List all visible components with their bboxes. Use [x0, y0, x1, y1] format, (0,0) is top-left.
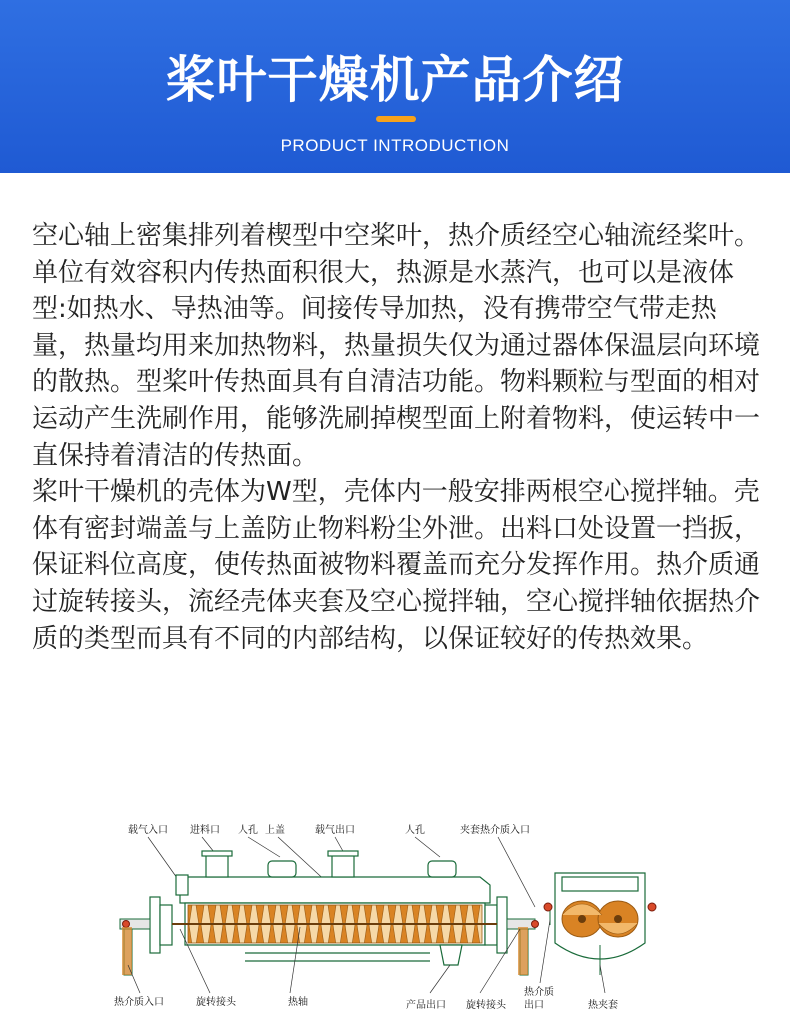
label-heat-medium-inlet: 热介质入口: [114, 997, 164, 1008]
dryer-diagram: [110, 815, 670, 1025]
label-manhole-2: 人孔: [405, 825, 425, 836]
label-carrier-gas-outlet: 载气出口: [315, 825, 355, 836]
header-banner: [0, 0, 790, 173]
label-hot-jacket: 热夹套: [588, 1000, 618, 1011]
label-heat-medium-outlet-1: 热介质: [524, 987, 554, 998]
intro-text: [32, 218, 762, 657]
label-rotary-joint: 旋转接头: [196, 997, 236, 1008]
intro-paragraph: 桨叶干燥机的壳体为W型，壳体内一般安排两根空心搅拌轴。壳体有密封端盖与上盖防止物料粉尘外泄。出料口处设置一挡扳，保证料位高度，使传热面被物料覆盖而充分发挥作用。热介质通过旋转接头，流经壳体夹套及空心搅拌轴，空心搅拌轴依据热介质的类型而具有不同的内部结构，以保证较好的传热效果。: [32, 477, 761, 654]
label-product-outlet: 产品出口: [406, 1000, 446, 1011]
title-accent-bar: [376, 116, 416, 122]
page-title: 桨叶干燥机产品介绍: [165, 51, 625, 109]
page-subtitle: PRODUCT INTRODUCTION: [280, 136, 510, 155]
label-top-cover: 上盖: [265, 825, 285, 836]
label-jacket-medium-inlet: 夹套热介质入口: [460, 825, 530, 836]
label-carrier-gas-inlet: 载气入口: [128, 825, 168, 836]
label-heat-medium-outlet-2: 出口: [524, 1000, 544, 1011]
label-manhole: 人孔: [238, 825, 258, 836]
label-hot-shaft: 热轴: [288, 997, 308, 1008]
label-feed-inlet: 进料口: [190, 825, 220, 836]
intro-paragraph: 空心轴上密集排列着楔型中空桨叶，热介质经空心轴流经桨叶。单位有效容积内传热面积很大，热源是水蒸汽，也可以是液体型:如热水、导热油等。间接传导加热，没有携带空气带走热量，热量均用来加热物料，热量损失仅为通过器体保温层向环境的散热。型桨叶传热面具有自清洁功能。物料颗粒与型面的相对运动产生洗刷作用，能够洗刷掉楔型面上附着物料，使运转中一直保持着清洁的传热面。: [32, 221, 761, 471]
dryer-schematic: [110, 815, 670, 1025]
label-rotary-joint-2: 旋转接头: [466, 1000, 506, 1011]
